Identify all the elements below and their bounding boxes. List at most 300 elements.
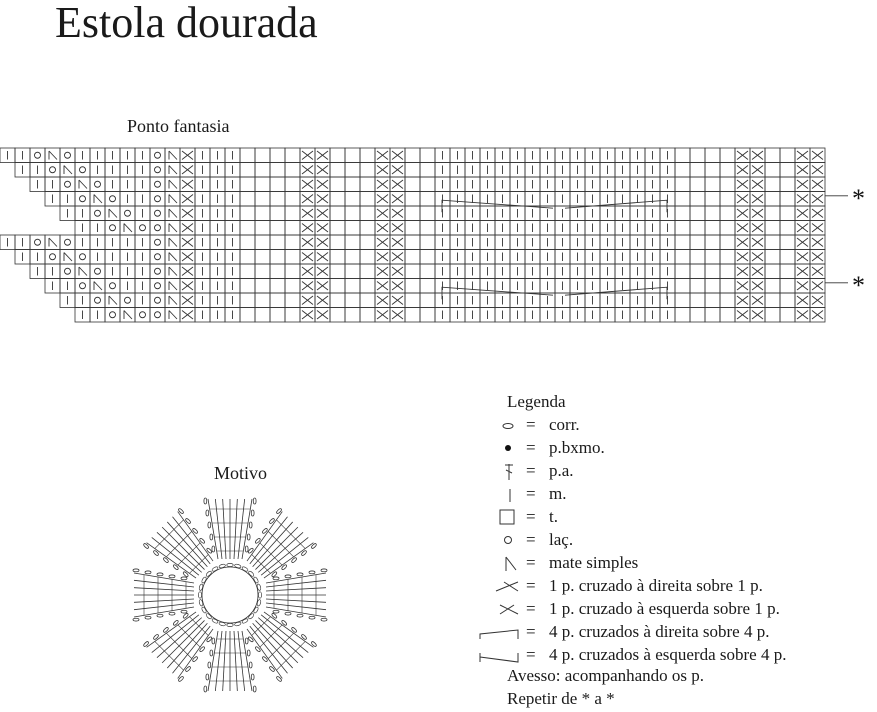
chain-mark: [273, 610, 279, 613]
stitch-mark: [797, 195, 808, 204]
chain-mark: [133, 618, 139, 621]
stitch-mark: [79, 267, 87, 276]
chart-cell: [285, 279, 300, 294]
chart-cell: [780, 163, 795, 178]
stitch-mark: [95, 210, 101, 216]
stitch-mark: [35, 239, 41, 245]
chart-cell: [150, 235, 165, 250]
stitch-mark: [65, 268, 71, 274]
chart-cell: [360, 308, 375, 323]
stitch-mark: [80, 283, 86, 289]
chart-cell: [705, 308, 720, 323]
chain-mark: [297, 573, 303, 576]
stitch-mark: [812, 166, 823, 175]
chart-cell: [135, 221, 150, 236]
stitch-mark: [169, 195, 177, 204]
chart-cell: [675, 250, 690, 265]
chart-cell: [135, 308, 150, 323]
stitch-mark: [109, 296, 117, 305]
stitch-mark: [377, 311, 388, 320]
chart-cell: [240, 192, 255, 207]
chain-mark: [206, 674, 209, 680]
chart-cell: [330, 192, 345, 207]
legend-item: [478, 530, 873, 552]
stitch-mark: [812, 180, 823, 189]
chart-cell: [150, 293, 165, 308]
legend-item: [478, 645, 873, 667]
chart-cell: [765, 192, 780, 207]
chart-cell: [60, 235, 75, 250]
chart-row: [15, 163, 825, 178]
chart-cell: [285, 221, 300, 236]
chart-row: [0, 148, 825, 163]
stitch-mark: [797, 311, 808, 320]
stitch-mark: [155, 297, 161, 303]
stitch-mark: [737, 195, 748, 204]
chart-cell: [240, 206, 255, 221]
chart-cell: [270, 177, 285, 192]
stitch-mark: [812, 209, 823, 218]
stitch-mark: [110, 196, 116, 202]
chart-cell: [405, 293, 420, 308]
chart-cell: [765, 293, 780, 308]
chain-mark: [248, 570, 255, 577]
legend-item: [478, 461, 873, 483]
chart-cell: [780, 177, 795, 192]
chain-mark: [169, 612, 175, 615]
chart-cell: [255, 148, 270, 163]
stitch-mark: [752, 209, 763, 218]
legend-item: [478, 553, 873, 575]
chart-cell: [345, 192, 360, 207]
chart-cell: [690, 192, 705, 207]
legend-item: [478, 507, 873, 529]
motif-title: Motivo: [214, 463, 268, 483]
chain-mark: [211, 566, 218, 572]
chart-cell: [690, 264, 705, 279]
chart-cell: [285, 192, 300, 207]
chart-cell: [705, 235, 720, 250]
stitch-mark: [377, 296, 388, 305]
chart-cell: [345, 163, 360, 178]
stitch-mark: [812, 238, 823, 247]
stitch-mark: [125, 210, 131, 216]
chart-cell: [405, 308, 420, 323]
chart-cell: [255, 235, 270, 250]
chart-cell: [270, 235, 285, 250]
stitch-mark: [169, 209, 177, 218]
stitch-mark: [124, 311, 132, 320]
chain-mark: [258, 592, 261, 598]
chart-cell: [720, 308, 735, 323]
chart-row: [30, 177, 825, 192]
chart-cell: [120, 206, 135, 221]
stitch-mark: [140, 312, 146, 318]
chain-mark: [227, 623, 233, 626]
legend-avesso-note: Avesso: acompanhando os p.: [507, 666, 705, 685]
chain-mark: [181, 610, 187, 613]
chart-cell: [60, 264, 75, 279]
chart-cell: [690, 235, 705, 250]
stitch-mark: [317, 209, 328, 218]
stitch-mark: [95, 297, 101, 303]
chart-cell: [780, 264, 795, 279]
motif-petal: [133, 569, 194, 621]
stitch-mark: [797, 166, 808, 175]
chart-cell: [255, 177, 270, 192]
chart-cell: [420, 177, 435, 192]
chart-cell: [405, 192, 420, 207]
stitch-mark: [752, 311, 763, 320]
legend-item: [478, 599, 873, 621]
stitch-mark: [109, 209, 117, 218]
chart-cell: [780, 308, 795, 323]
stitch-mark: [377, 267, 388, 276]
legend-item: [478, 415, 873, 437]
stitch-mark: [302, 195, 313, 204]
chart-cell: [90, 206, 105, 221]
stitch-mark: [80, 254, 86, 260]
chart-cell: [330, 221, 345, 236]
stitch-mark: [134, 599, 194, 602]
stitch-mark: [302, 209, 313, 218]
motif-diagram: [130, 490, 330, 705]
stitch-mark: [302, 311, 313, 320]
chain-mark: [204, 498, 207, 504]
stitch-mark: [377, 224, 388, 233]
stitch-mark: [65, 152, 71, 158]
chart-row: [60, 293, 825, 308]
chart-cell: [150, 163, 165, 178]
stitch-mark: [234, 631, 237, 691]
stitch-mark: [182, 282, 193, 291]
chain-mark: [205, 570, 212, 577]
stitch-mark: [182, 195, 193, 204]
cross-left-icon: [478, 601, 524, 619]
stitch-mark: [49, 151, 57, 160]
chart-cell: [780, 279, 795, 294]
chart-cell: [420, 148, 435, 163]
chart-cell: [345, 264, 360, 279]
chart-cell: [360, 264, 375, 279]
stitch-mark: [169, 224, 177, 233]
chart-cell: [120, 293, 135, 308]
stitch-mark: [392, 238, 403, 247]
legend-equals: =: [526, 415, 536, 434]
stitch-mark: [392, 311, 403, 320]
stitch-mark: [169, 151, 177, 160]
chart-cell: [285, 206, 300, 221]
chart-cell: [75, 279, 90, 294]
square-icon: [478, 509, 524, 527]
legend-label: corr.: [549, 415, 580, 434]
chart-cell: [285, 163, 300, 178]
stitch-mark: [377, 195, 388, 204]
stitch-mark: [223, 631, 226, 691]
chart-cell: [420, 192, 435, 207]
motif-petal: [204, 631, 256, 692]
chart-cell: [765, 235, 780, 250]
chain-mark: [208, 522, 211, 528]
legend-label: 4 p. cruzados à esquerda sobre 4 p.: [549, 645, 787, 664]
chart-cell: [675, 206, 690, 221]
legend-label: p.bxmo.: [549, 438, 605, 457]
chart-cell: [405, 163, 420, 178]
chart-cell: [360, 177, 375, 192]
stitch-mark: [752, 224, 763, 233]
legend-label: mate simples: [549, 553, 639, 572]
chart-cell: [720, 264, 735, 279]
chain-mark: [253, 576, 259, 583]
chart-cell: [705, 163, 720, 178]
legend-equals: =: [526, 530, 536, 549]
chain-mark: [211, 618, 218, 624]
stitch-mark: [392, 166, 403, 175]
stitch-mark: [155, 268, 161, 274]
motif-petal: [143, 508, 213, 578]
chart-cell: [255, 264, 270, 279]
stitch-mark: [377, 151, 388, 160]
chart-cell: [285, 264, 300, 279]
chart-cell: [270, 163, 285, 178]
stitch-mark: [377, 209, 388, 218]
chart-cell: [675, 279, 690, 294]
chart-cell: [360, 250, 375, 265]
chart-cell: [270, 192, 285, 207]
stitch-mark: [169, 180, 177, 189]
chain-mark: [247, 650, 250, 656]
chart-cell: [60, 148, 75, 163]
stitch-mark: [64, 166, 72, 175]
chain-mark: [245, 546, 248, 552]
stitch-mark: [812, 296, 823, 305]
stitch-mark: [812, 195, 823, 204]
stitch-mark: [169, 296, 177, 305]
cross-right-icon: [478, 578, 524, 596]
chart-row: [60, 206, 825, 221]
chain-mark: [227, 563, 233, 566]
legend-equals: =: [526, 438, 536, 457]
stitch-mark: [737, 209, 748, 218]
chart-cell: [105, 279, 120, 294]
chart-cell: [240, 235, 255, 250]
stitch-mark: [182, 311, 193, 320]
stitch-mark: [317, 238, 328, 247]
stitch-mark: [35, 152, 41, 158]
chart-row: [75, 308, 825, 323]
chart-cell: [765, 163, 780, 178]
chain-mark: [133, 569, 139, 572]
chart-cell: [240, 177, 255, 192]
stitch-mark: [737, 224, 748, 233]
stitch-mark: [752, 253, 763, 262]
stitch-mark: [182, 238, 193, 247]
stitch-mark: [169, 166, 177, 175]
chart-cell: [780, 148, 795, 163]
chart-row: [30, 264, 825, 279]
chain-mark: [251, 674, 254, 680]
stitch-mark: [392, 282, 403, 291]
stitch-mark: [737, 282, 748, 291]
stitch-mark: [812, 224, 823, 233]
chain-mark: [157, 614, 163, 617]
chart-cell: [150, 177, 165, 192]
stitch-mark: [797, 282, 808, 291]
chart-cell: [360, 148, 375, 163]
chart-cell: [360, 206, 375, 221]
stitch-mark: [392, 296, 403, 305]
chart-cell: [360, 163, 375, 178]
chart-cell: [405, 264, 420, 279]
stitch-mark: [302, 180, 313, 189]
legend-equals: =: [526, 461, 536, 480]
repeat-marker: *: [852, 270, 865, 300]
stitch-mark: [737, 296, 748, 305]
stitch-mark: [737, 166, 748, 175]
motif-petal: [204, 498, 256, 559]
chart-cell: [675, 293, 690, 308]
chart-cell: [705, 206, 720, 221]
chart-cell: [345, 206, 360, 221]
chart-cell: [255, 308, 270, 323]
chain-mark: [253, 686, 256, 692]
chart-cell: [90, 293, 105, 308]
stitch-mark: [737, 253, 748, 262]
chart-cell: [150, 192, 165, 207]
chain-mark: [309, 571, 315, 574]
chart-cell: [45, 163, 60, 178]
stitch-mark: [80, 196, 86, 202]
stitch-mark: [392, 253, 403, 262]
chart-cell: [240, 264, 255, 279]
legend-label: laç.: [549, 530, 574, 549]
chart-row: [45, 279, 825, 294]
legend-item: [478, 484, 873, 506]
stitch-mark: [169, 267, 177, 276]
chart-cell: [765, 206, 780, 221]
stitch-mark: [169, 253, 177, 262]
stitch-mark: [50, 254, 56, 260]
chart-cell: [345, 293, 360, 308]
chart-cell: [675, 235, 690, 250]
chart-cell: [420, 250, 435, 265]
stitch-mark: [317, 180, 328, 189]
chart-cell: [330, 279, 345, 294]
stitch-mark: [317, 296, 328, 305]
chart-cell: [45, 250, 60, 265]
motif-ring: [202, 567, 258, 623]
chart-cell: [405, 177, 420, 192]
chart-cell: [405, 206, 420, 221]
stitch-mark: [155, 283, 161, 289]
chart-cell: [30, 148, 45, 163]
stitch-mark: [752, 195, 763, 204]
chart-cell: [690, 177, 705, 192]
chart-cell: [150, 279, 165, 294]
chart-cell: [705, 192, 720, 207]
chart-cell: [780, 206, 795, 221]
chart-cell: [690, 163, 705, 178]
stitch-mark: [169, 238, 177, 247]
chart-cell: [420, 279, 435, 294]
stitch-mark: [737, 267, 748, 276]
chain-mark: [249, 522, 252, 528]
chart-cell: [705, 293, 720, 308]
chart-cell: [765, 250, 780, 265]
chart-cell: [270, 264, 285, 279]
treble-icon: [478, 463, 524, 481]
chart-cell: [675, 221, 690, 236]
stitch-mark: [752, 282, 763, 291]
stitch-mark: [812, 311, 823, 320]
chain-icon: [478, 417, 524, 435]
stitch-mark: [752, 238, 763, 247]
chart-cell: [285, 293, 300, 308]
chain-mark: [201, 606, 207, 613]
chart-cell: [285, 148, 300, 163]
chart-cell: [285, 235, 300, 250]
chart-row: [0, 235, 825, 250]
chart-cell: [330, 264, 345, 279]
chart-cell: [360, 192, 375, 207]
chart-cell: [780, 293, 795, 308]
chain-mark: [248, 613, 255, 620]
chart-cell: [30, 235, 45, 250]
chain-mark: [285, 612, 291, 615]
chart-row: [75, 221, 825, 236]
chart-cell: [420, 264, 435, 279]
chart-cell: [405, 235, 420, 250]
chart-cell: [705, 177, 720, 192]
chart-cell: [330, 163, 345, 178]
chart-cell: [420, 163, 435, 178]
chart-cell: [330, 177, 345, 192]
chart-cell: [780, 235, 795, 250]
legend-item: [478, 622, 873, 644]
legend-label: m.: [549, 484, 567, 503]
chart-cell: [75, 163, 90, 178]
stitch-mark: [155, 312, 161, 318]
stitch-mark: [79, 180, 87, 189]
legend-label: t.: [549, 507, 558, 526]
stitch-mark: [317, 253, 328, 262]
stitch-mark: [797, 209, 808, 218]
legend-label: p.a.: [549, 461, 574, 480]
chart-cell: [150, 148, 165, 163]
chart-cell: [675, 177, 690, 192]
stitch-mark: [317, 166, 328, 175]
chart-cell: [240, 221, 255, 236]
stitch-mark: [797, 267, 808, 276]
stitch-mark: [317, 151, 328, 160]
chart-cell: [105, 308, 120, 323]
chart-cell: [150, 308, 165, 323]
stitch-mark: [302, 151, 313, 160]
chart-cell: [270, 250, 285, 265]
chain-mark: [206, 510, 209, 516]
stitch-chart: [0, 140, 877, 340]
legend-equals: =: [526, 507, 536, 526]
chart-cell: [270, 221, 285, 236]
motif-petal: [247, 508, 317, 578]
chart-cell: [270, 308, 285, 323]
motif-petal: [143, 612, 213, 682]
stitch-mark: [182, 267, 193, 276]
chain-mark: [321, 618, 327, 621]
chart-cell: [720, 163, 735, 178]
chart-cell: [345, 221, 360, 236]
stitch-mark: [812, 253, 823, 262]
